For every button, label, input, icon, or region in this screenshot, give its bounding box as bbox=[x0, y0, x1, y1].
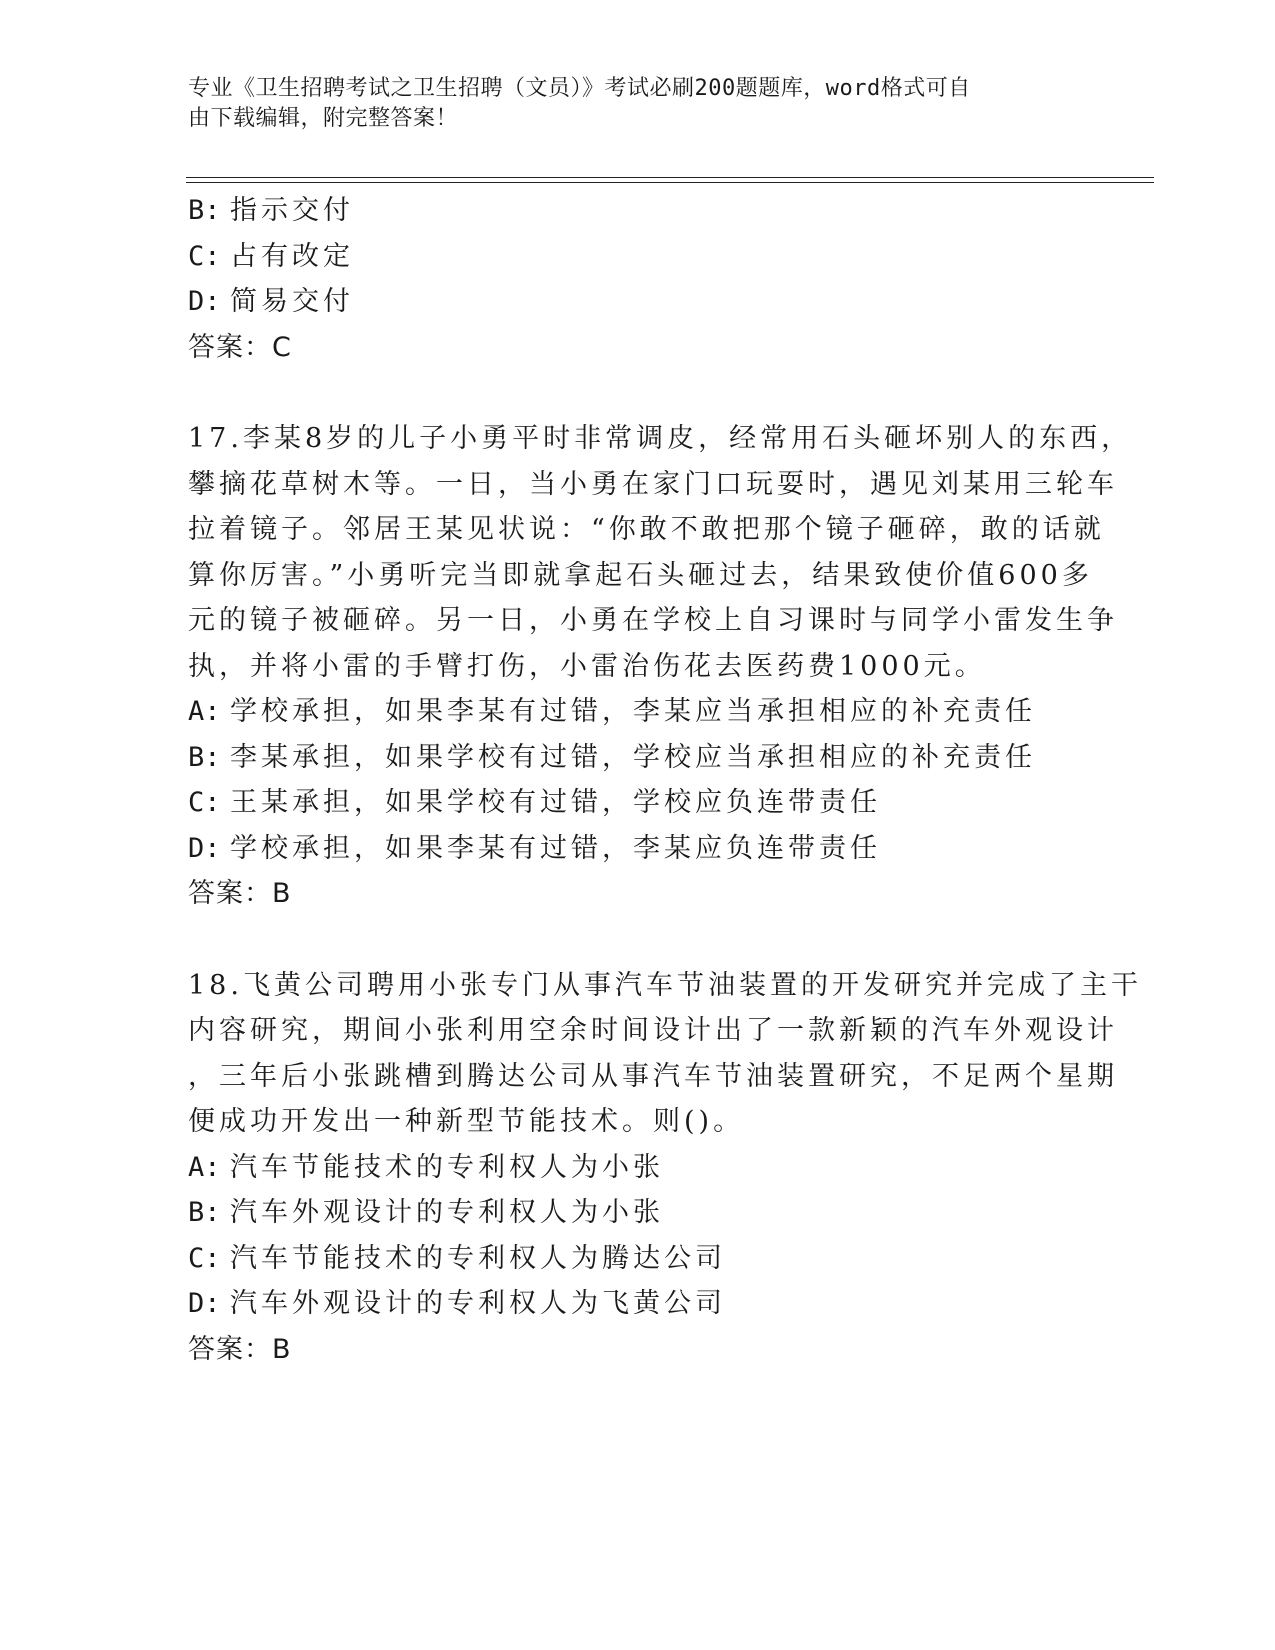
option-a bbox=[188, 1145, 1068, 1191]
stem-line: 元的镜子被砸碎。另一日，小勇在学校上自习课时与同学小雷发生争 bbox=[188, 605, 1118, 636]
option-letter: C: bbox=[188, 1242, 221, 1274]
spacer bbox=[188, 370, 1068, 416]
stem-line: 内容研究，期间小张利用空余时间设计出了一款新颖的汽车外观设计 bbox=[188, 1015, 1118, 1046]
option-letter: D: bbox=[188, 1288, 221, 1319]
question-stem bbox=[188, 963, 1142, 1145]
option-text: 李某承担，如果学校有过错，学校应当承担相应的补充责任 bbox=[230, 741, 1036, 773]
stem-line: 便成功开发出一种新型节能技术。则()。 bbox=[188, 1106, 745, 1137]
option-text: 汽车外观设计的专利权人为小张 bbox=[230, 1197, 664, 1228]
page-header bbox=[188, 74, 1068, 134]
option-text: 汽车节能技术的专利权人为腾达公司 bbox=[230, 1242, 726, 1274]
option-letter: A: bbox=[188, 1151, 221, 1183]
option-text: 学校承担，如果李某有过错，李某应当承担相应的补充责任 bbox=[230, 696, 1036, 727]
stem-line: 算你厉害。”小勇听完当即就拿起石头砸过去，结果致使价值600多 bbox=[188, 559, 1093, 591]
option-b bbox=[188, 188, 1068, 234]
header-line-1: 专业《卫生招聘考试之卫生招聘（文员）》考试必刷200题题库，word格式可自 bbox=[188, 76, 971, 101]
document-body bbox=[188, 188, 1142, 1372]
stem-line: 18.飞黄公司聘用小张专门从事汽车节油装置的开发研究并完成了主干 bbox=[188, 969, 1142, 1001]
option-letter: D: bbox=[188, 286, 221, 317]
spacer bbox=[188, 917, 1068, 963]
question-18 bbox=[188, 963, 1142, 1373]
stem-line: 17.李某8岁的儿子小勇平时非常调皮，经常用石头砸坏别人的东西， bbox=[188, 423, 1133, 454]
option-text: 简易交付 bbox=[230, 286, 354, 317]
stem-line: 执，并将小雷的手臂打伤，小雷治伤花去医药费1000元。 bbox=[188, 650, 986, 682]
stem-line: ，三年后小张跳槽到腾达公司从事汽车节油装置研究，不足两个星期 bbox=[188, 1060, 1118, 1092]
option-text: 学校承担，如果李某有过错，李某应负连带责任 bbox=[230, 832, 881, 864]
option-text: 指示交付 bbox=[230, 195, 354, 226]
header-divider-bottom bbox=[186, 182, 1154, 183]
question-17 bbox=[188, 416, 1133, 917]
option-text: 占有改定 bbox=[230, 240, 354, 272]
option-text: 汽车外观设计的专利权人为飞黄公司 bbox=[230, 1288, 726, 1319]
option-c bbox=[188, 780, 1068, 826]
answer-line: 答案：B bbox=[188, 1333, 292, 1365]
option-b bbox=[188, 1190, 1068, 1236]
option-c bbox=[188, 234, 1068, 280]
option-b bbox=[188, 735, 1068, 781]
option-letter: A: bbox=[188, 696, 221, 727]
option-text: 王某承担，如果学校有过错，学校应负连带责任 bbox=[230, 787, 881, 818]
option-letter: C: bbox=[188, 240, 221, 272]
option-c bbox=[188, 1236, 1068, 1282]
stem-line: 拉着镜子。邻居王某见状说：“你敢不敢把那个镜子砸碎，敢的话就 bbox=[188, 514, 1105, 545]
option-letter: C: bbox=[188, 787, 221, 818]
stem-line: 攀摘花草树木等。一日，当小勇在家门口玩耍时，遇见刘某用三轮车 bbox=[188, 468, 1118, 500]
option-letter: B: bbox=[188, 741, 221, 773]
answer-line: 答案：B bbox=[188, 878, 292, 909]
option-d bbox=[188, 826, 1068, 872]
option-text: 汽车节能技术的专利权人为小张 bbox=[230, 1151, 664, 1183]
answer-line: 答案：C bbox=[188, 331, 292, 363]
question-stem bbox=[188, 416, 1133, 689]
option-d bbox=[188, 279, 1068, 325]
option-letter: B: bbox=[188, 195, 221, 226]
partial-question bbox=[188, 188, 1068, 370]
option-letter: D: bbox=[188, 832, 221, 864]
option-d bbox=[188, 1281, 1068, 1327]
option-letter: B: bbox=[188, 1197, 221, 1228]
header-divider-top bbox=[186, 177, 1154, 178]
header-line-2: 由下载编辑，附完整答案！ bbox=[188, 106, 459, 131]
option-a bbox=[188, 689, 1068, 735]
